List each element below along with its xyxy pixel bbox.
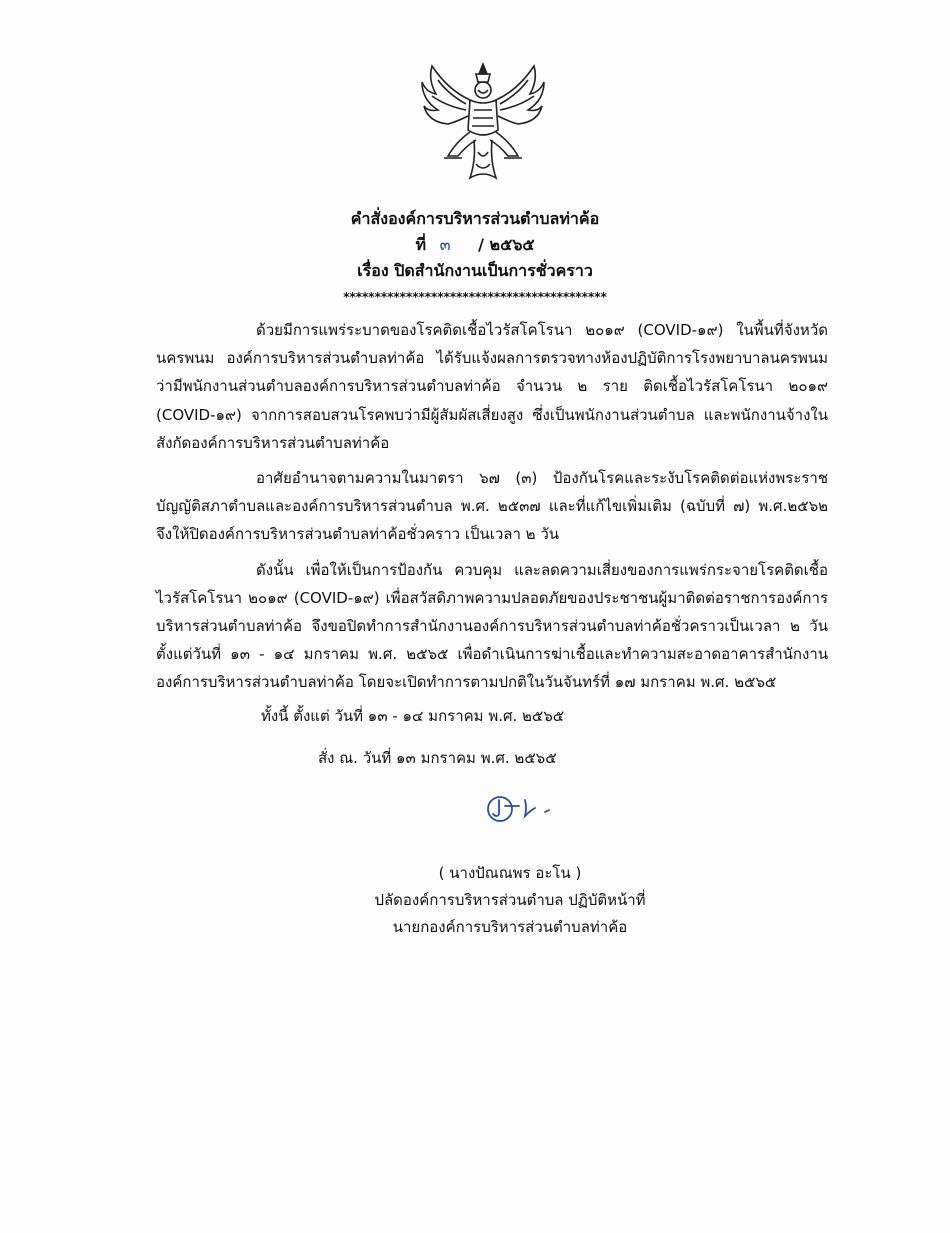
effective-date-line: ทั้งนี้ ตั้งแต่ วันที่ ๑๓ - ๑๔ มกราคม พ.ศ. ๒๕๖๕: [261, 707, 565, 725]
separator-stars: ******************************************: [343, 290, 607, 304]
subject-text: ปิดสำนักงานเป็นการชั่วคราว: [394, 261, 593, 280]
signature-icon: [485, 790, 565, 830]
signatory-position-1: ปลัดองค์การบริหารส่วนตำบล ปฏิบัติหน้าที่: [374, 891, 646, 909]
document-body: [156, 316, 828, 704]
signatory-position-2: นายกองค์การบริหารส่วนตำบลท่าค้อ: [392, 918, 628, 936]
order-suffix: / ๒๕๖๕: [478, 235, 535, 254]
order-number: ๓: [439, 235, 451, 254]
signatory-name: ( นางปัณณพร อะโน ): [438, 864, 582, 882]
signatory-block: [300, 860, 720, 941]
document-header: [0, 206, 950, 284]
ordered-date-line: สั่ง ณ. วันที่ ๑๓ มกราคม พ.ศ. ๒๕๖๕: [318, 749, 557, 767]
garuda-emblem-icon: [418, 60, 548, 190]
document-title: คำสั่งองค์การบริหารส่วนตำบลท่าค้อ: [350, 209, 600, 228]
paragraph-2: อาศัยอำนาจตามความในมาตรา ๖๗ (๓) ป้องกันโรคและระงับโรคติดต่อแห่งพระราชบัญญัติสภาตำบลและองค์การบริหารส่วนตำบล พ.ศ. ๒๕๓๗ และที่แก้ไขเพิ่มเติม (ฉบับที่ ๗) พ.ศ.๒๕๖๒ จึงให้ปิดองค์การบริหารส่วนตำบลท่าค้อชั่วคราว เป็นเวลา ๒ วัน: [156, 469, 828, 544]
paragraph-1: ด้วยมีการแพร่ระบาดของโรคติดเชื้อไวรัสโคโรนา ๒๐๑๙ (COVID-๑๙) ในพื้นที่จังหวัดนครพนม องค์การบริหารส่วนตำบลท่าค้อ ได้รับแจ้งผลการตรวจทางห้องปฏิบัติการโรงพยาบาลนครพนมว่ามีพนักงานส่วนตำบลองค์การบริหารส่วนตำบลท่าค้อ จำนวน ๒ ราย ติดเชื้อไวรัสโคโรนา ๒๐๑๙ (COVID-๑๙) จากการสอบสวนโรคพบว่ามีผู้สัมผัสเสี่ยงสูง ซึ่งเป็นพนักงานส่วนตำบล และพนักงานจ้างในสังกัดองค์การบริหารส่วนตำบลท่าค้อ: [156, 321, 828, 452]
order-prefix: ที่: [415, 235, 427, 254]
order-number-line: [0, 232, 950, 258]
subject-label: เรื่อง: [357, 261, 389, 280]
paragraph-3: ดังนั้น เพื่อให้เป็นการป้องกัน ควบคุม และลดความเสี่ยงของการแพร่กระจายโรคติดเชื้อไวรัสโคโรนา ๒๐๑๙ (COVID-๑๙) เพื่อสวัสดิภาพความปลอดภัยของประชาชนผู้มาติดต่อราชการองค์การบริหารส่วนตำบลท่าค้อ จึงขอปิดทำการสำนักงานองค์การบริหารส่วนตำบลท่าค้อชั่วคราวเป็นเวลา ๒ วัน ตั้งแต่วันที่ ๑๓ - ๑๔ มกราคม พ.ศ. ๒๕๖๕ เพื่อดำเนินการฆ่าเชื้อและทำความสะอาดอาคารสำนักงานองค์การบริหารส่วนตำบลท่าค้อ โดยจะเปิดทำการตามปกติในวันจันทร์ที่ ๑๗ มกราคม พ.ศ. ๒๕๖๕: [156, 560, 828, 692]
subject-line: [0, 258, 950, 284]
